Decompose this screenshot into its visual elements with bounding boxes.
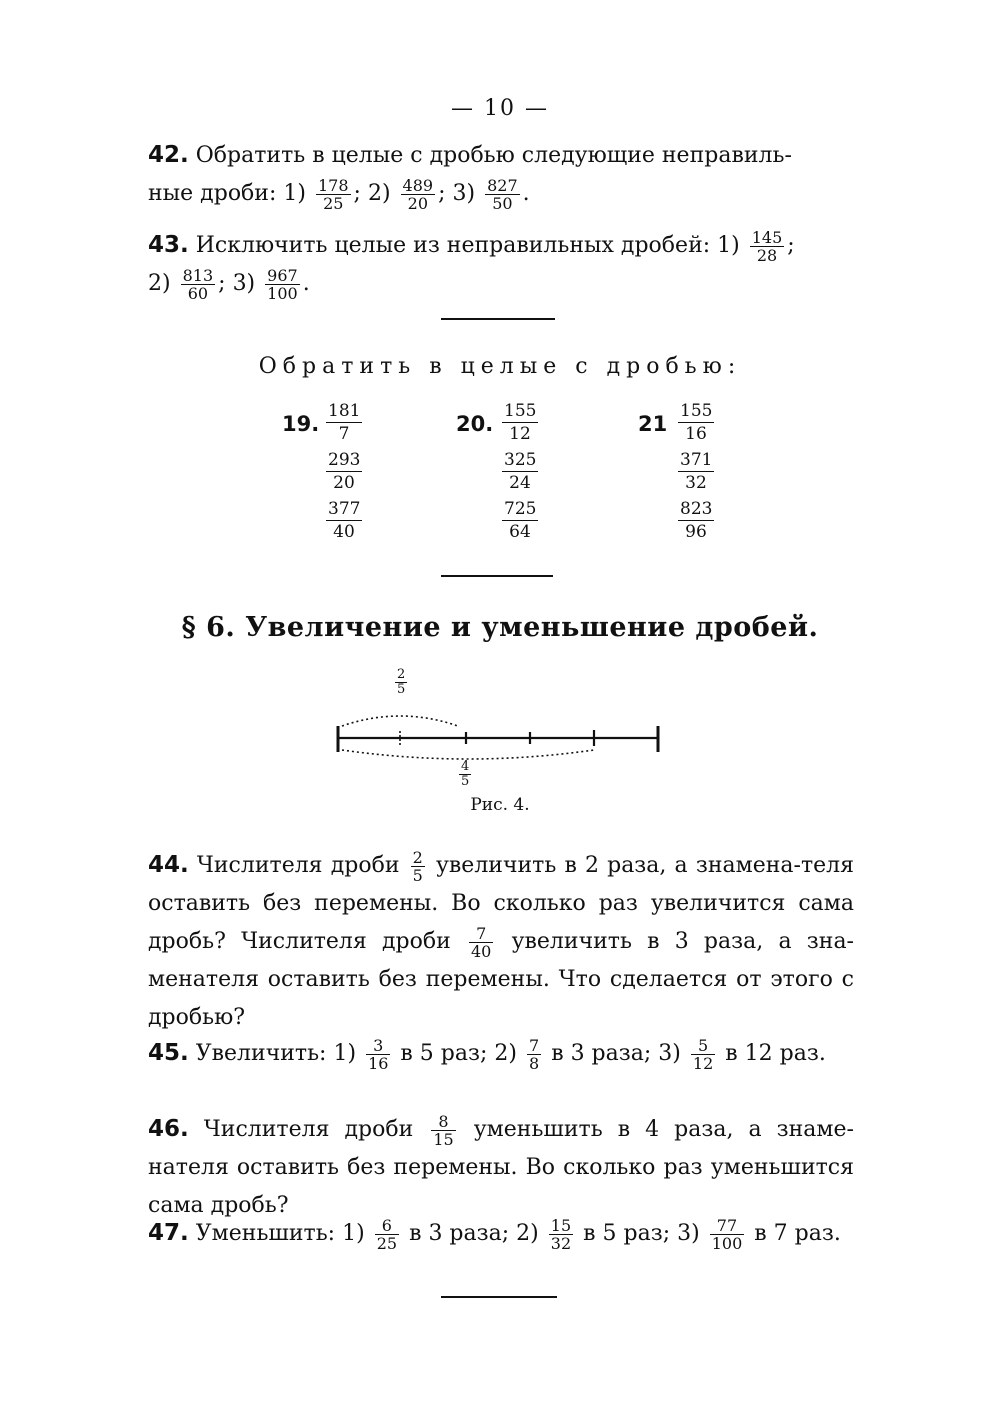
fraction: $\frac{77}{100}$ xyxy=(711,1215,743,1253)
fraction: $\frac{967}{100}$ xyxy=(267,265,298,303)
fig-bottom-label: $\frac{4}{5}$ xyxy=(461,759,470,789)
column-number: 20. xyxy=(456,412,494,436)
problem-45: 45. Увеличить: 1) $\frac{3}{16}$ в 5 раз; 2) $\frac{7}{8}$ в 3 раза; 3) $\frac{5}{12}$ в 12 раз. xyxy=(148,1035,826,1073)
section-title: § 6. Увеличение и уменьшение дробей. xyxy=(181,612,819,643)
fraction: 155 16 xyxy=(680,401,713,444)
item-label: 2) xyxy=(367,181,391,206)
fraction: 293 20 xyxy=(328,450,361,493)
divider xyxy=(441,1296,557,1298)
problem-text: Числителя дроби xyxy=(203,1117,414,1142)
page-number: — 10 — xyxy=(451,96,549,121)
fraction: $\frac{827}{50}$ xyxy=(487,175,518,213)
figure-caption: Рис. 4. xyxy=(470,795,530,815)
item-label: 1) xyxy=(333,1041,357,1066)
fraction: $\frac{2}{5}$ xyxy=(412,847,423,885)
fraction: $\frac{178}{25}$ xyxy=(317,175,349,213)
item-label: 1) xyxy=(283,181,306,206)
problem-46 xyxy=(148,1110,854,1225)
problem-number: 45. xyxy=(148,1040,189,1066)
fraction: 377 40 xyxy=(328,499,361,542)
item-label: 3) xyxy=(677,1221,700,1246)
problem-number: 46. xyxy=(148,1116,189,1142)
divider xyxy=(441,575,553,577)
problem-text: Увеличить: xyxy=(195,1041,327,1066)
item-label: 1) xyxy=(717,233,740,258)
oral-exercise-title: Обратить в целые с дробью: xyxy=(258,354,742,379)
oral-column-19 xyxy=(282,400,442,550)
fraction: $\frac{489}{20}$ xyxy=(402,175,434,213)
problem-number: 44. xyxy=(148,852,189,878)
problem-text: Исключить целые из неправильных дробей: xyxy=(195,233,711,258)
problem-42: 42. Обратить в целые с дробью следующие неправиль- ные дроби: 1) $\frac{178}{25}$ ; 2) $\frac{489}{20}$ ; 3) $\frac{827}{50}$ . xyxy=(148,142,792,213)
problem-number: 47. xyxy=(148,1220,189,1246)
column-number: 21 xyxy=(638,412,668,436)
item-label: 2) xyxy=(148,271,171,296)
item-label: 2) xyxy=(494,1041,517,1066)
fraction: 155 12 xyxy=(504,401,537,444)
problem-text: ные дроби: xyxy=(148,181,277,206)
item-label: 3) xyxy=(452,181,476,206)
problem-text: уменьшить в 4 раза, а знаме-нателя оставить без перемены. Во сколько раз уменьшится сама дробь? xyxy=(148,1117,854,1218)
fraction: $\frac{145}{28}$ xyxy=(751,227,783,265)
number-line-diagram xyxy=(330,698,670,798)
problem-47: 47. Уменьшить: 1) $\frac{6}{25}$ в 3 раза; 2) $\frac{15}{32}$ в 5 раз; 3) $\frac{77}{100}$ в 7 раз. xyxy=(148,1215,841,1253)
oral-column-20 xyxy=(456,400,616,550)
fraction: $\frac{5}{12}$ xyxy=(692,1035,714,1073)
problem-number: 43. xyxy=(148,232,189,258)
arc-two-fifths xyxy=(342,716,458,726)
fraction: $\frac{15}{32}$ xyxy=(550,1215,572,1253)
arc-four-fifths xyxy=(342,750,594,759)
fraction: 371 32 xyxy=(680,450,713,493)
item-label: 3) xyxy=(232,271,256,296)
fraction: 181 7 xyxy=(328,401,361,444)
fraction: $\frac{813}{60}$ xyxy=(182,265,214,303)
item-label: 1) xyxy=(342,1221,365,1246)
problem-text: Обратить в целые с дробью следующие неправиль- xyxy=(195,143,792,168)
problem-number: 42. xyxy=(148,142,189,168)
fraction: $\frac{7}{8}$ xyxy=(529,1035,540,1073)
fig-top-label: $\frac{2}{5}$ xyxy=(397,667,406,697)
column-number: 19. xyxy=(282,412,320,436)
oral-column-21 xyxy=(638,400,798,550)
problem-text: увеличить в 2 раза, а знамена-теля оставить без перемены. Во сколько раз увеличится сама дробь? Числителя дроби xyxy=(148,853,854,954)
fraction: $\frac{8}{15}$ xyxy=(433,1111,454,1149)
item-label: 2) xyxy=(516,1221,539,1246)
fraction: 823 96 xyxy=(680,499,713,542)
problem-text: Уменьшить: xyxy=(195,1221,336,1246)
fraction: $\frac{3}{16}$ xyxy=(368,1035,389,1073)
problem-43: 43. Исключить целые из неправильных дробей: 1) $\frac{145}{28}$ ; 2) $\frac{813}{60}$ ; 3) $\frac{967}{100}$ . xyxy=(148,227,795,303)
divider xyxy=(441,318,555,320)
problem-text: увеличить в 3 раза, а зна-менателя оставить без перемены. Что сделается от этого с дробью? xyxy=(148,929,854,1030)
fraction: $\frac{7}{40}$ xyxy=(471,923,492,961)
figure-4 xyxy=(330,668,670,798)
fraction: 725 64 xyxy=(504,499,537,542)
problem-44 xyxy=(148,846,854,1037)
problem-text: Числителя дроби xyxy=(196,853,400,878)
fraction: 325 24 xyxy=(504,450,537,493)
fraction: $\frac{6}{25}$ xyxy=(376,1215,398,1253)
item-label: 3) xyxy=(658,1041,681,1066)
